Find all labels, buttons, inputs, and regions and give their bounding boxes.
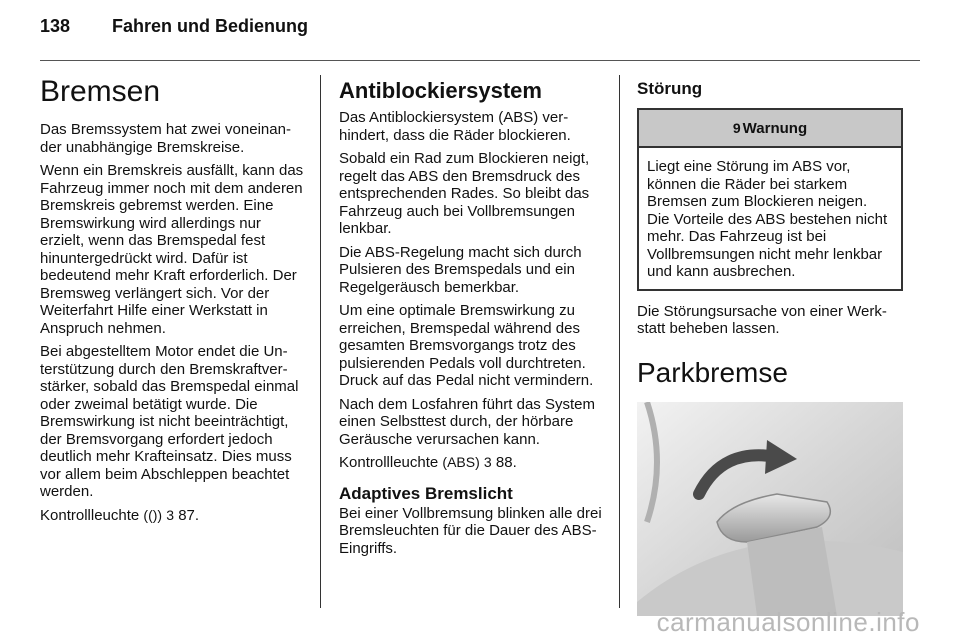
parking-brake-illustration	[637, 402, 903, 616]
heading-parkbremse: Parkbremse	[637, 356, 788, 388]
subheading-adaptive-brake-light: Adaptives Bremslicht	[339, 483, 513, 503]
paragraph: Wenn ein Bremskreis ausfällt, kann das Fahrzeug immer noch mit dem anderen Bremskreis gebremst werden. Eine Bremswirkung wird allerdings nur erzielt, wenn das Bremspedal fest hinuntergedrückt wird. Dafür ist bedeutend mehr Kraft erforderlich. Der Bremsweg verlängert sich. Vor der Weiterfahrt Hilfe einer Werkstatt in Anspruch nehmen.	[40, 162, 304, 337]
watermark: carmanualsonline.info	[656, 607, 920, 637]
column-divider	[619, 75, 620, 608]
column-abs	[339, 75, 604, 563]
heading-bremsen: Bremsen	[40, 75, 161, 108]
reference-line	[40, 507, 305, 525]
reference-page[interactable]: 87.	[178, 506, 200, 524]
column-bremsen	[40, 75, 305, 530]
paragraph: Nach dem Losfahren führt das System einen Selbsttest durch, der hörbare Geräusche verursachen kann.	[339, 395, 595, 448]
paragraph: Sobald ein Rad zum Blockieren neigt, regelt das ABS den Bremsdruck des entsprechenden Rades. So bleibt das Fahrzeug auch bei Vollbremsungen lenkbar.	[339, 150, 590, 237]
header-rule	[40, 60, 920, 61]
warning-text: Liegt eine Störung im ABS vor, können die Räder bei starkem Bremsen zum Blockieren neigen. Die Vorteile des ABS bestehen nicht mehr. Das Fahrzeug ist bei Vollbremsungen nicht mehr lenkbar und kann ausbrechen.	[647, 158, 888, 280]
paragraph: Um eine optimale Bremswirkung zu erreichen, Bremspedal während des gesamten Bremsvorgangs trotz des pulsierenden Pedals voll durchtreten. Druck auf das Pedal nicht vermindern.	[339, 302, 594, 389]
heading-abs: Antiblockiersystem	[339, 78, 542, 103]
brake-warning-icon: (())	[143, 506, 163, 523]
reference-label: Kontrollleuchte	[40, 506, 140, 524]
section-title: Fahren und Bedienung	[112, 16, 308, 36]
warning-title: Warnung	[742, 120, 808, 137]
paragraph: Bei abgestelltem Motor endet die Unterstützung durch den Bremskraftverstärker, sobald das Bremspedal einmal oder zweimal betätigt wurde. Die Bremswirkung ist nicht beeinträchtigt, der Bremsvorgang erfordert jedoch deutlich mehr Krafteinsatz. Dies muss vor allem beim Abschleppen beachtet werden.	[40, 343, 299, 500]
warning-box	[637, 108, 903, 291]
heading-stoerung: Störung	[637, 79, 703, 98]
column-stoerung	[637, 75, 903, 616]
paragraph: Bei einer Vollbremsung blinken alle drei Bremsleuchten für die Dauer des ABS-Eingriffs.	[339, 504, 602, 557]
reference-line	[339, 454, 604, 472]
paragraph: Die Störungsursache von einer Werkstatt beheben lassen.	[637, 302, 887, 337]
paragraph: Die ABS-Regelung macht sich durch Pulsieren des Bremspedals und ein Regelgeräusch bemerkbar.	[339, 243, 582, 296]
page-ref-arrow-icon: 3	[483, 454, 492, 470]
page-ref-arrow-icon: 3	[166, 506, 175, 523]
page-header	[40, 16, 308, 37]
abs-warning-icon: (ABS)	[442, 454, 480, 470]
page-number: 138	[40, 16, 71, 36]
reference-page[interactable]: 88.	[495, 454, 517, 471]
paragraph: Das Antiblockiersystem (ABS) verhindert, dass die Räder blockieren.	[339, 109, 571, 144]
reference-label: Kontrollleuchte	[339, 454, 439, 471]
warning-triangle-icon: 9	[732, 120, 741, 136]
paragraph: Das Bremssystem hat zwei voneinander unabhängige Bremskreise.	[40, 121, 291, 156]
column-divider	[320, 75, 321, 608]
parking-brake-image	[637, 402, 903, 616]
warning-header	[639, 110, 901, 148]
